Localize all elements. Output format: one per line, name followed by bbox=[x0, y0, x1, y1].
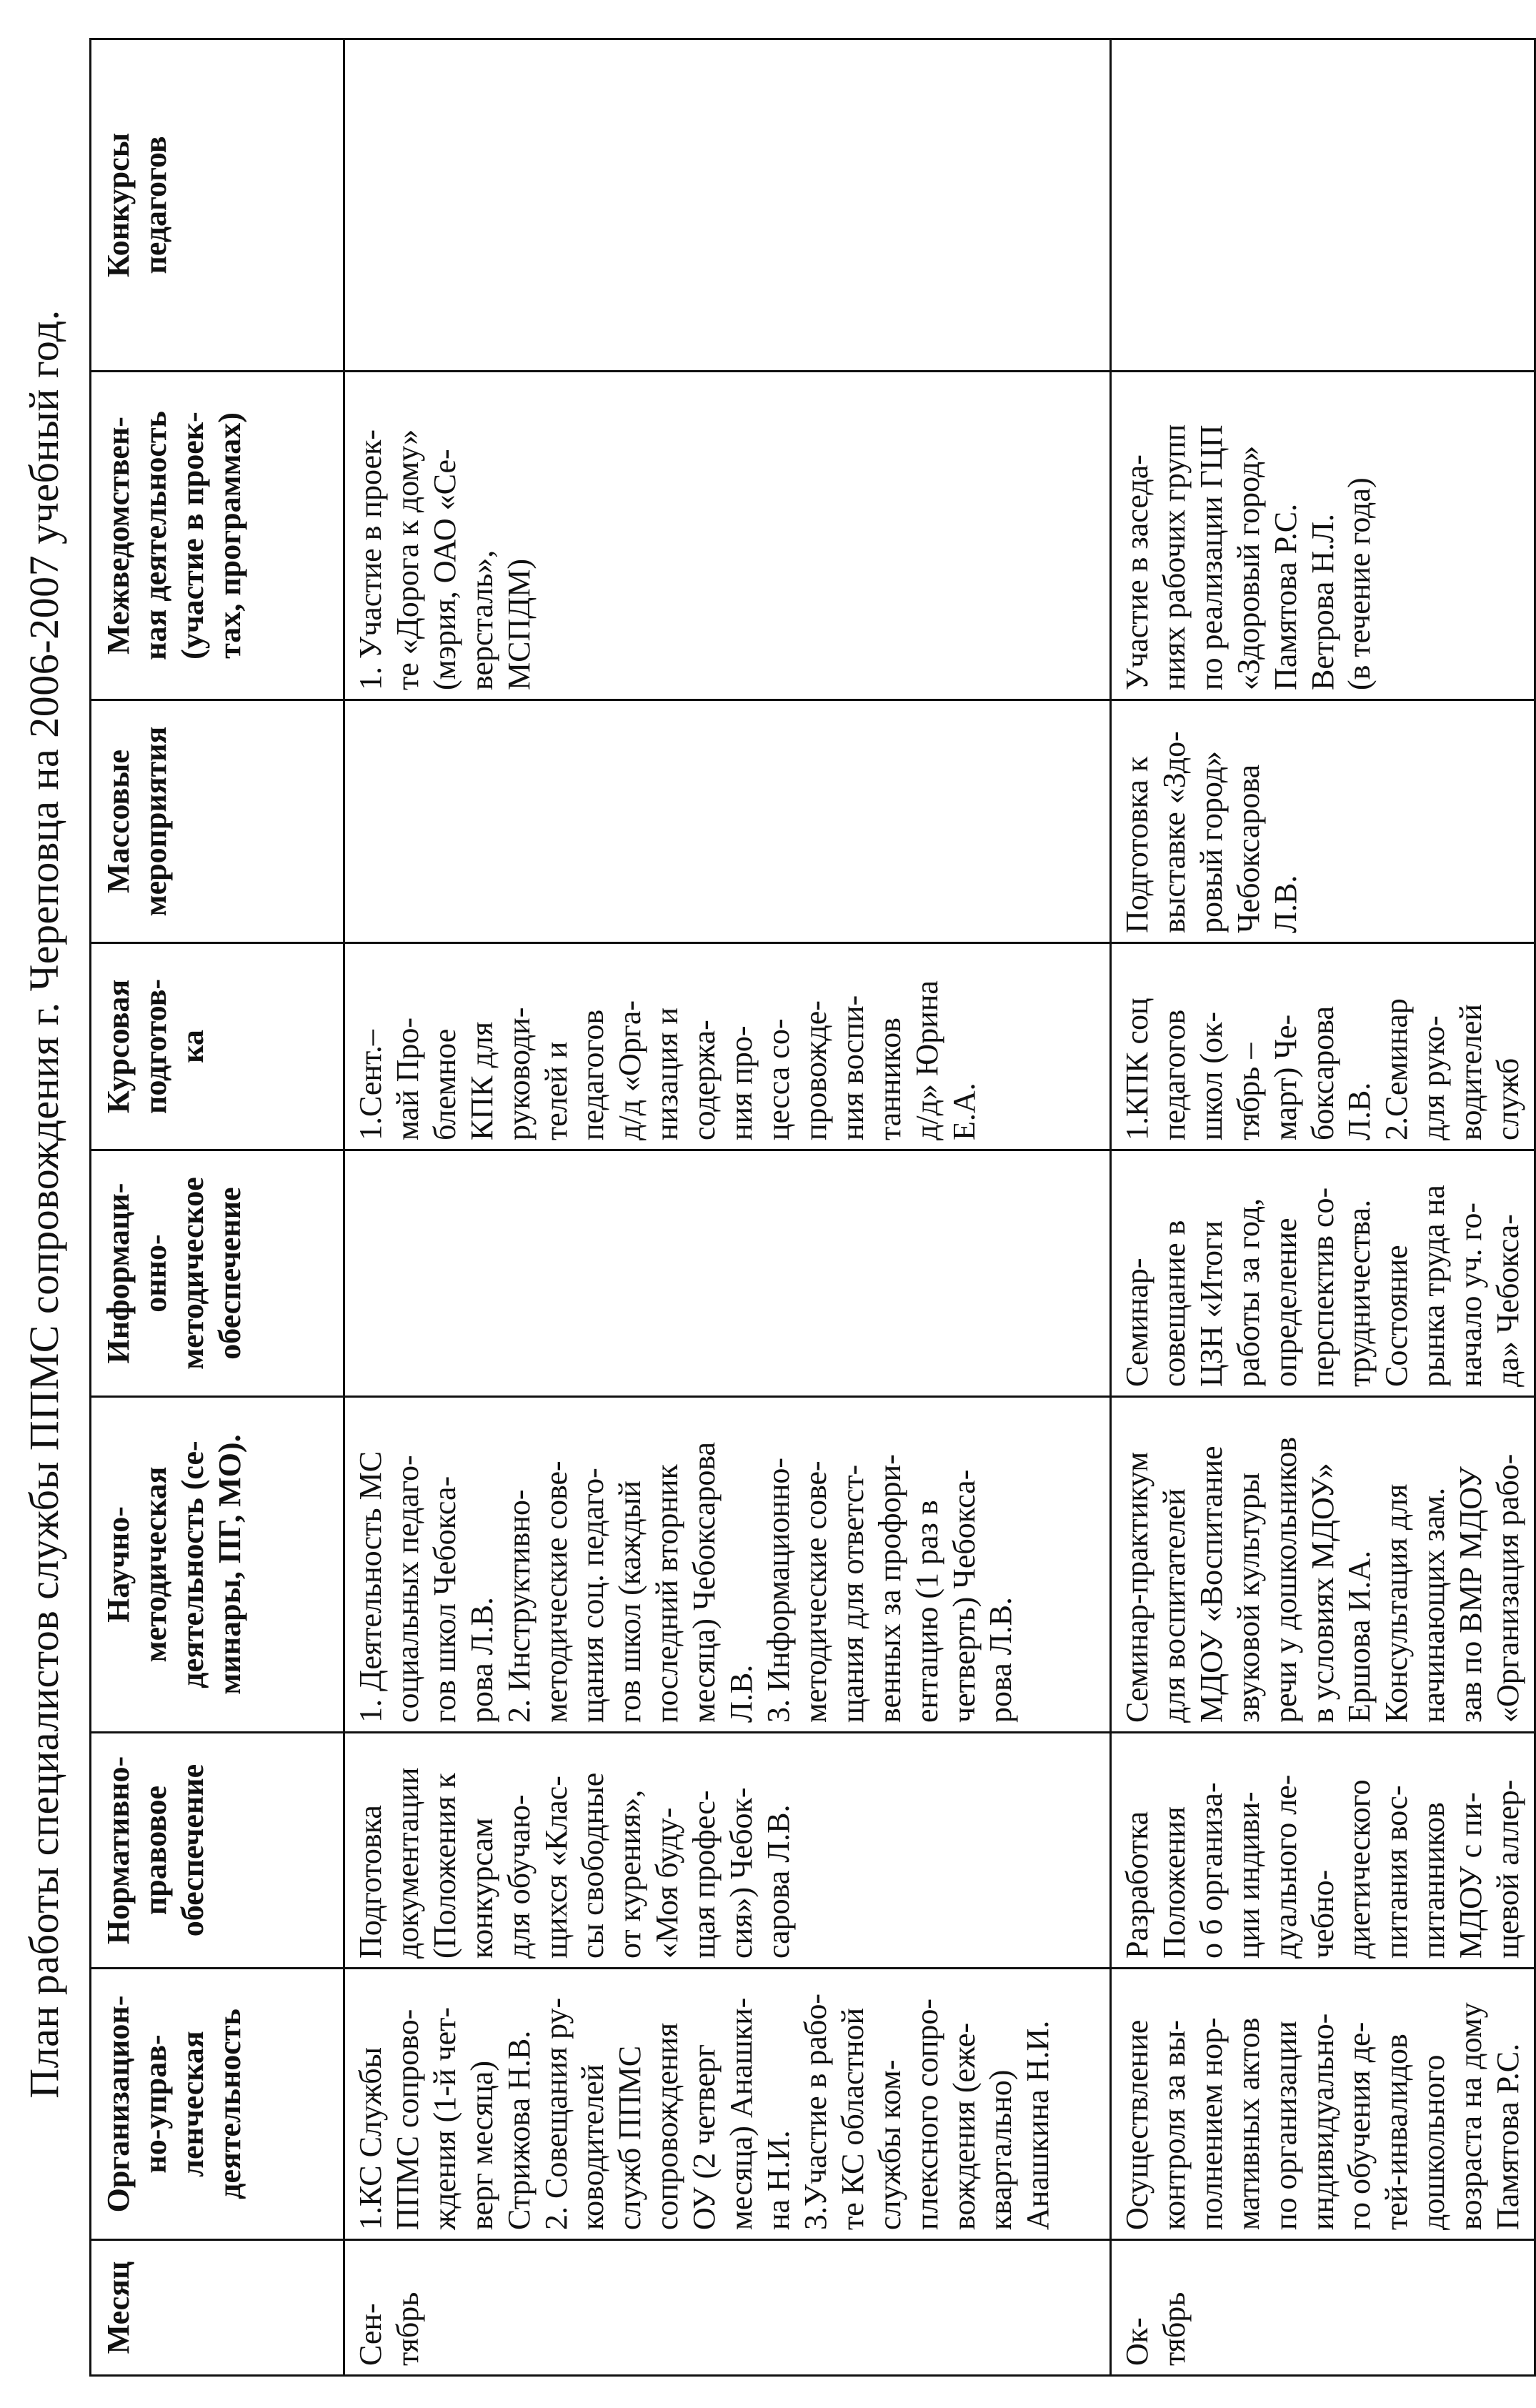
cell-info bbox=[344, 1150, 1111, 1397]
cell-month: Ок- тябрь bbox=[1111, 2240, 1535, 2376]
cell-sci: Семинар-практикум для воспитателей МДОУ «Воспитание звуковой культуры речи у дошкольников в условиях МДОУ» Ершова И.А. Консультация для начинающих зам. зав по ВМР МДОУ «Организация рабо- bbox=[1111, 1397, 1535, 1733]
cell-month: Сен- тябрь bbox=[344, 2240, 1111, 2376]
header-info: Информаци- онно- методическое обеспечение bbox=[91, 1150, 344, 1397]
cell-inter: 1. Участие в проек- те «Дорога к дому» (мэрия, ОАО «Се- версталь», МСПДМ) bbox=[344, 372, 1111, 700]
plan-table bbox=[89, 38, 1536, 2377]
cell-sci: 1. Деятельность МС социальных педаго- гов школ Чебокса- рова Л.В. 2. Инструктивно- методические сове- щания соц. педаго- гов школ (каждый последний вторник месяца) Чебоксарова Л.В. 3. Информационно- методические сове- щания для ответст- венных за профори- ентацию (1 раз в четверть) Чебокса- рова Л.В. bbox=[344, 1397, 1111, 1733]
document-title: План работы специалистов службы ППМС сопровождения г. Череповца на 2006-2007 учебный год. bbox=[21, 309, 67, 2099]
header-inter: Межведомствен- ная деятельность (участие в проек- тах, программах) bbox=[91, 372, 344, 700]
cell-mass: Подготовка к выставке «Здо- ровый город» Чебоксарова Л.В. bbox=[1111, 700, 1535, 943]
cell-contest bbox=[344, 39, 1111, 372]
cell-info: Семинар- совещание в ЦЗН «Итоги работы за год, определение перспектив со- трудничества. Состояние рынка труда на начало уч. го- да» Чебокса- bbox=[1111, 1150, 1535, 1397]
header-month: Месяц bbox=[91, 2240, 344, 2376]
header-row bbox=[91, 39, 344, 2376]
header-mass: Массовые мероприятия bbox=[91, 700, 344, 943]
table-row bbox=[1111, 39, 1535, 2376]
header-course: Курсовая подготов- ка bbox=[91, 943, 344, 1150]
cell-norm: Разработка Положения о б организа- ции индиви- дуального ле- чебно- диетического питания вос- питанников МДОУ с пи- щевой аллер- bbox=[1111, 1733, 1535, 1969]
table-row bbox=[344, 39, 1111, 2376]
cell-course: 1.Сент.– май Про- блемное КПК для руководи- телей и педагогов д/д «Орга- низация и содержа- ния про- цесса со- провожде- ния воспи- танников д/д» Юрина Е.А. bbox=[344, 943, 1111, 1150]
cell-norm: Подготовка документации (Положения к конкурсам для обучаю- щихся «Клас- сы свободные от курения», «Моя буду- щая профес- сия») Чебок- сарова Л.В. bbox=[344, 1733, 1111, 1969]
header-sci: Научно- методическая деятельность (се- минары, ПГ, МО). bbox=[91, 1397, 344, 1733]
cell-inter: Участие в заседа- ниях рабочих групп по реализации ГЦП «Здоровый город» Памятова Р.С. Ветрова Н.Л. (в течение года) bbox=[1111, 372, 1535, 700]
cell-mass bbox=[344, 700, 1111, 943]
cell-contest bbox=[1111, 39, 1535, 372]
header-norm: Нормативно- правовое обеспечение bbox=[91, 1733, 344, 1969]
header-org: Организацион- но-управ- ленческая деятельность bbox=[91, 1969, 344, 2240]
cell-org: 1.КС Службы ППМС сопрово- ждения (1-й чет- верг месяца) Стрижова Н.В. 2. Совещания ру- ководителей служб ППМС сопровождения ОУ (2 четверг месяца) Анашки- на Н.И. 3.Участие в рабо- те КС областной службы ком- плексного сопро- вождения (еже- квартально) Анашкина Н.И. bbox=[344, 1969, 1111, 2240]
cell-org: Осуществление контроля за вы- полнением нор- мативных актов по организации индивидуально- го обучения де- тей-инвалидов дошкольного возраста на дому Памятова Р.С. bbox=[1111, 1969, 1535, 2240]
header-contest: Конкурсы педагогов bbox=[91, 39, 344, 372]
cell-course: 1.КПК соц педагогов школ (ок- тябрь – март) Че- боксарова Л.В. 2.Семинар для руко- водителей служб bbox=[1111, 943, 1535, 1150]
